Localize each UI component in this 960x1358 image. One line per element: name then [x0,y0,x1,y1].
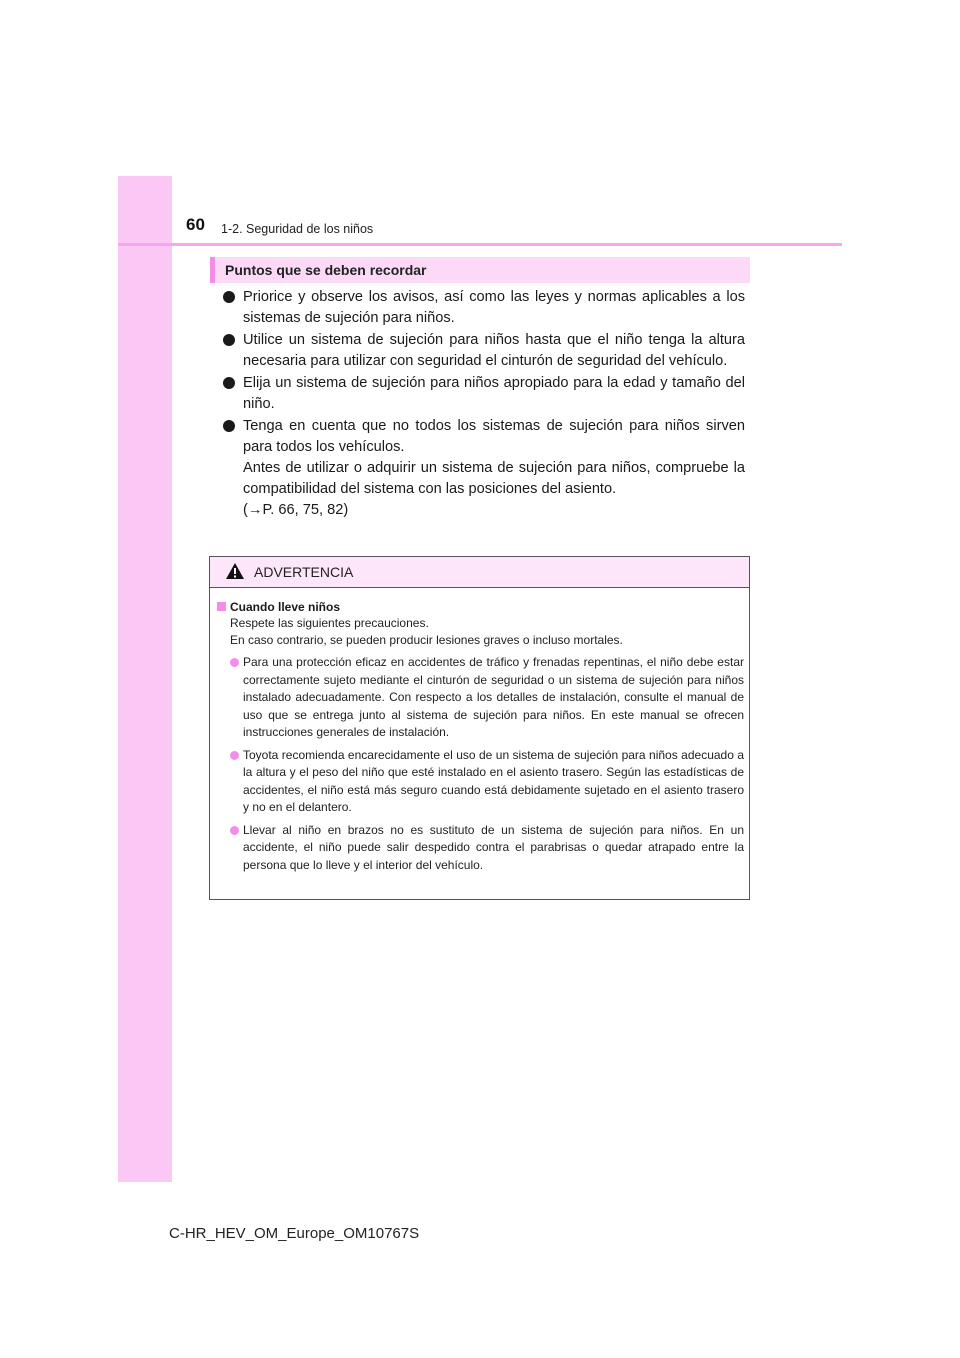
document-code: C-HR_HEV_OM_Europe_OM10767S [169,1225,420,1242]
bullet-icon [223,377,235,389]
bullet-icon [223,420,235,432]
warning-triangle-icon [225,562,245,580]
points-heading-banner [210,257,750,283]
warning-subheading: Cuando lleve niños [217,599,744,615]
square-bullet-icon [217,602,226,611]
list-item: Priorice y observe los avisos, así como las leyes y normas aplicables a los sistemas de sujeción para niños. [223,287,745,329]
list-item: Llevar al niño en brazos no es sustituto de un sistema de sujeción para niños. En un accidente, el niño puede salir despedido contra el parabrisas o quedar atrapado entre la persona que lo lleve y el interior del vehículo. [230,822,744,875]
list-item: Elija un sistema de sujeción para niños apropiado para la edad y tamaño del niño. [223,373,745,415]
points-heading: Puntos que se deben recordar [225,262,427,278]
warning-body [217,599,744,879]
warning-intro: Respete las siguientes precauciones. En caso contrario, se pueden producir lesiones graves o incluso mortales. [230,616,623,647]
warning-header [210,557,749,588]
bullet-icon [230,658,239,667]
bullet-icon [230,751,239,760]
section-title: 1-2. Seguridad de los niños [221,222,374,236]
list-item: Utilice un sistema de sujeción para niños hasta que el niño tenga la altura necesaria para utilizar con seguridad el cinturón de seguridad del vehículo. [223,330,745,372]
warning-box [209,556,750,900]
warning-title: ADVERTENCIA [254,564,354,580]
bullet-icon [230,826,239,835]
bullet-icon [223,291,235,303]
points-list [223,287,745,522]
list-item: Para una protección eficaz en accidentes de tráfico y frenadas repentinas, el niño debe estar correctamente sujeto mediante el cinturón de seguridad o un sistema de sujeción para niños instalado adecuadamente. Con respecto a los detalles de instalación, consulte el manual de uso que se entrega junto al sistema de sujeción para niños. En este manual se ofrecen instrucciones generales de instalación. [230,654,744,742]
page-number: 60 [186,215,205,234]
header-divider [118,243,842,246]
side-tab-bar [118,176,172,1182]
list-item: Toyota recomienda encarecidamente el uso de un sistema de sujeción para niños adecuado a la altura y el peso del niño que esté instalado en el asiento trasero. Según las estadísticas de accidentes, el niño está más seguro cuando está debidamente sujetado en el asiento trasero y no en el delantero. [230,747,744,817]
bullet-icon [223,334,235,346]
warning-list [217,654,744,874]
list-item: Tenga en cuenta que no todos los sistemas de sujeción para niños sirven para todos los vehículos. Antes de utilizar o adquirir un sistema de sujeción para niños, compruebe la compatibilidad del sistema con las posiciones del asiento. (→P. 66, 75, 82) [223,416,745,521]
